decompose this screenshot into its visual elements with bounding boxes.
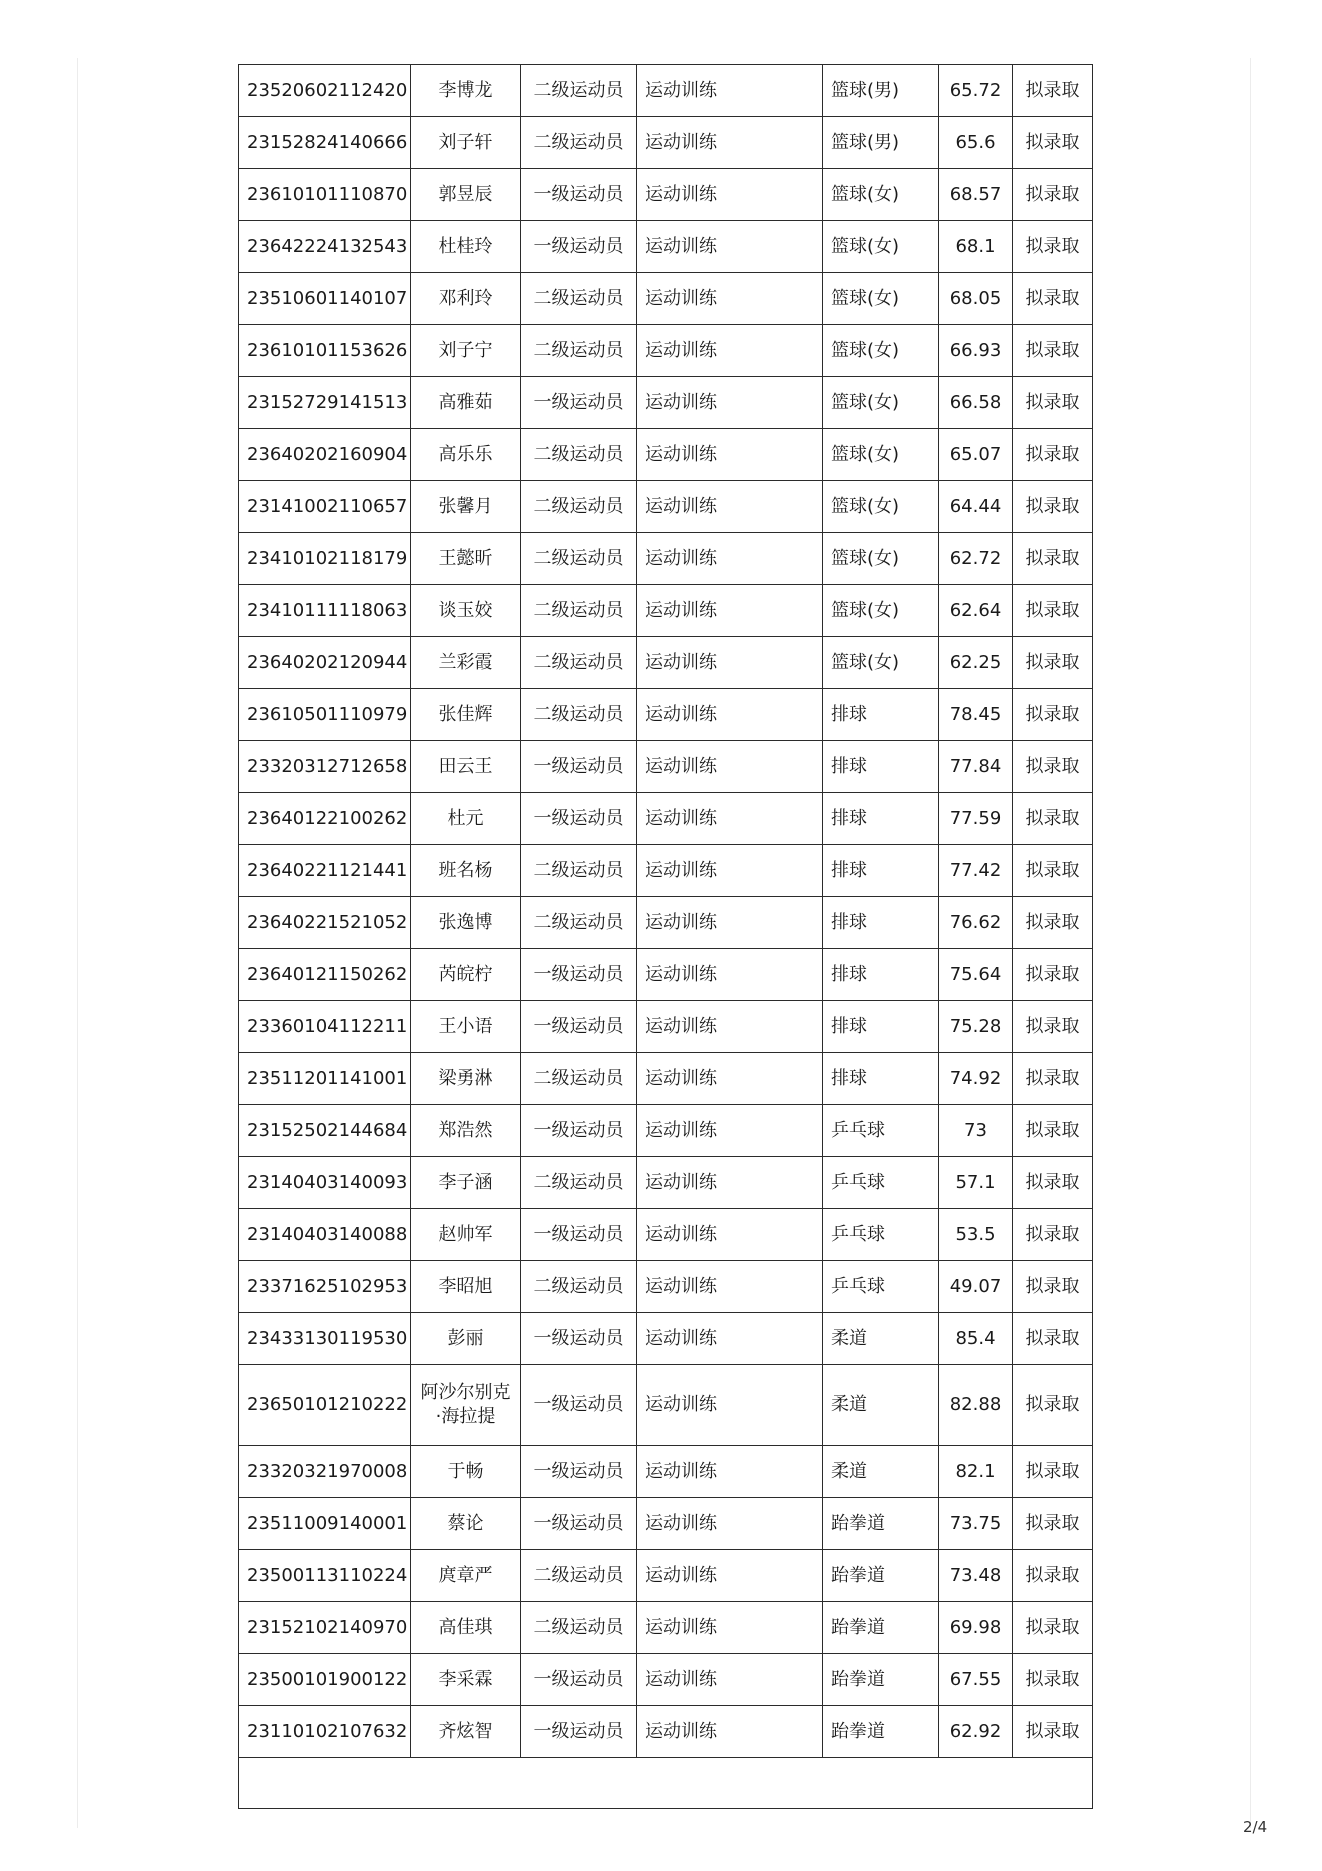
student-name-cell: 郭昱辰: [411, 169, 521, 221]
sport-cell: 跆拳道: [823, 1498, 939, 1550]
major-cell: 运动训练: [637, 1654, 823, 1706]
athlete-level-cell: 二级运动员: [521, 1157, 637, 1209]
student-name-cell: 赵帅军: [411, 1209, 521, 1261]
student-name-cell: 阿沙尔别克·海拉提: [411, 1365, 521, 1446]
sport-cell: 柔道: [823, 1446, 939, 1498]
score-cell: 73: [939, 1105, 1013, 1157]
score-cell: 62.64: [939, 585, 1013, 637]
major-cell: 运动训练: [637, 65, 823, 117]
student-name-cell: 芮皖柠: [411, 949, 521, 1001]
admission-status-cell: 拟录取: [1013, 1001, 1093, 1053]
empty-cell: [239, 1758, 1093, 1809]
student-name-cell: 王小语: [411, 1001, 521, 1053]
major-cell: 运动训练: [637, 221, 823, 273]
sport-cell: 柔道: [823, 1313, 939, 1365]
student-id-cell: 23610101110870: [239, 169, 411, 221]
table-row: [239, 1001, 1093, 1053]
major-cell: 运动训练: [637, 533, 823, 585]
admission-status-cell: 拟录取: [1013, 169, 1093, 221]
athlete-level-cell: 一级运动员: [521, 741, 637, 793]
major-cell: 运动训练: [637, 1550, 823, 1602]
admission-status-cell: 拟录取: [1013, 845, 1093, 897]
table-row: [239, 1365, 1093, 1446]
sport-cell: 排球: [823, 949, 939, 1001]
score-cell: 68.1: [939, 221, 1013, 273]
sport-cell: 跆拳道: [823, 1602, 939, 1654]
admission-status-cell: 拟录取: [1013, 1209, 1093, 1261]
admission-status-cell: 拟录取: [1013, 949, 1093, 1001]
student-id-cell: 23520602112420: [239, 65, 411, 117]
table-row: [239, 1157, 1093, 1209]
student-id-cell: 23141002110657: [239, 481, 411, 533]
student-name-cell: 于畅: [411, 1446, 521, 1498]
student-name-cell: 谈玉姣: [411, 585, 521, 637]
admission-status-cell: 拟录取: [1013, 1498, 1093, 1550]
page-edge-left: [77, 58, 78, 1828]
admission-status-cell: 拟录取: [1013, 325, 1093, 377]
sport-cell: 篮球(女): [823, 429, 939, 481]
major-cell: 运动训练: [637, 481, 823, 533]
score-cell: 66.93: [939, 325, 1013, 377]
student-name-cell: 兰彩霞: [411, 637, 521, 689]
athlete-level-cell: 一级运动员: [521, 1313, 637, 1365]
athlete-level-cell: 二级运动员: [521, 1550, 637, 1602]
admission-status-cell: 拟录取: [1013, 1105, 1093, 1157]
athlete-level-cell: 二级运动员: [521, 273, 637, 325]
admission-status-cell: 拟录取: [1013, 1365, 1093, 1446]
major-cell: 运动训练: [637, 897, 823, 949]
student-id-cell: 23140403140088: [239, 1209, 411, 1261]
table-row: [239, 897, 1093, 949]
page-edge-right: [1250, 58, 1251, 1828]
student-id-cell: 23640202120944: [239, 637, 411, 689]
empty-table-row: [239, 1758, 1093, 1809]
student-name-cell: 彭丽: [411, 1313, 521, 1365]
major-cell: 运动训练: [637, 429, 823, 481]
student-name-cell: 高雅茹: [411, 377, 521, 429]
sport-cell: 篮球(男): [823, 65, 939, 117]
student-name-cell: 田云王: [411, 741, 521, 793]
student-name-cell: 邓利玲: [411, 273, 521, 325]
table-row: [239, 585, 1093, 637]
student-id-cell: 23320312712658: [239, 741, 411, 793]
sport-cell: 排球: [823, 741, 939, 793]
table-row: [239, 481, 1093, 533]
student-id-cell: 23642224132543: [239, 221, 411, 273]
score-cell: 77.84: [939, 741, 1013, 793]
student-name-cell: 李博龙: [411, 65, 521, 117]
sport-cell: 跆拳道: [823, 1706, 939, 1758]
score-cell: 73.48: [939, 1550, 1013, 1602]
student-id-cell: 23610501110979: [239, 689, 411, 741]
student-name-cell: 刘子轩: [411, 117, 521, 169]
score-cell: 62.25: [939, 637, 1013, 689]
admission-status-cell: 拟录取: [1013, 221, 1093, 273]
major-cell: 运动训练: [637, 1498, 823, 1550]
student-id-cell: 23511009140001: [239, 1498, 411, 1550]
admission-status-cell: 拟录取: [1013, 1446, 1093, 1498]
sport-cell: 篮球(女): [823, 221, 939, 273]
athlete-level-cell: 一级运动员: [521, 169, 637, 221]
student-id-cell: 23152102140970: [239, 1602, 411, 1654]
table-row: [239, 169, 1093, 221]
student-id-cell: 23500113110224: [239, 1550, 411, 1602]
student-name-cell: 庹章严: [411, 1550, 521, 1602]
major-cell: 运动训练: [637, 949, 823, 1001]
score-cell: 68.05: [939, 273, 1013, 325]
student-id-cell: 23140403140093: [239, 1157, 411, 1209]
table-row: [239, 1261, 1093, 1313]
admission-status-cell: 拟录取: [1013, 585, 1093, 637]
major-cell: 运动训练: [637, 1602, 823, 1654]
major-cell: 运动训练: [637, 377, 823, 429]
major-cell: 运动训练: [637, 637, 823, 689]
table-row: [239, 949, 1093, 1001]
student-name-cell: 张佳辉: [411, 689, 521, 741]
student-name-cell: 李昭旭: [411, 1261, 521, 1313]
sport-cell: 跆拳道: [823, 1550, 939, 1602]
score-cell: 76.62: [939, 897, 1013, 949]
admission-status-cell: 拟录取: [1013, 273, 1093, 325]
student-id-cell: 23640221121441: [239, 845, 411, 897]
athlete-level-cell: 一级运动员: [521, 1654, 637, 1706]
table-row: [239, 117, 1093, 169]
score-cell: 75.28: [939, 1001, 1013, 1053]
major-cell: 运动训练: [637, 845, 823, 897]
table-row: [239, 1498, 1093, 1550]
sport-cell: 排球: [823, 1053, 939, 1105]
table-row: [239, 1602, 1093, 1654]
admission-status-cell: 拟录取: [1013, 1706, 1093, 1758]
athlete-level-cell: 一级运动员: [521, 1209, 637, 1261]
major-cell: 运动训练: [637, 1313, 823, 1365]
sport-cell: 排球: [823, 897, 939, 949]
student-id-cell: 23110102107632: [239, 1706, 411, 1758]
major-cell: 运动训练: [637, 169, 823, 221]
score-cell: 62.72: [939, 533, 1013, 585]
score-cell: 69.98: [939, 1602, 1013, 1654]
score-cell: 82.88: [939, 1365, 1013, 1446]
student-name-cell: 梁勇淋: [411, 1053, 521, 1105]
score-cell: 65.6: [939, 117, 1013, 169]
major-cell: 运动训练: [637, 741, 823, 793]
student-id-cell: 23640122100262: [239, 793, 411, 845]
admission-status-cell: 拟录取: [1013, 1602, 1093, 1654]
major-cell: 运动训练: [637, 1446, 823, 1498]
table-row: [239, 65, 1093, 117]
student-id-cell: 23500101900122: [239, 1654, 411, 1706]
student-name-cell: 高佳琪: [411, 1602, 521, 1654]
major-cell: 运动训练: [637, 689, 823, 741]
student-id-cell: 23360104112211: [239, 1001, 411, 1053]
major-cell: 运动训练: [637, 1157, 823, 1209]
sport-cell: 排球: [823, 1001, 939, 1053]
sport-cell: 排球: [823, 793, 939, 845]
major-cell: 运动训练: [637, 1261, 823, 1313]
table-row: [239, 637, 1093, 689]
score-cell: 65.72: [939, 65, 1013, 117]
athlete-level-cell: 二级运动员: [521, 689, 637, 741]
score-cell: 75.64: [939, 949, 1013, 1001]
major-cell: 运动训练: [637, 325, 823, 377]
major-cell: 运动训练: [637, 585, 823, 637]
score-cell: 67.55: [939, 1654, 1013, 1706]
athlete-level-cell: 二级运动员: [521, 481, 637, 533]
athlete-level-cell: 二级运动员: [521, 1053, 637, 1105]
admission-status-cell: 拟录取: [1013, 1654, 1093, 1706]
score-cell: 65.07: [939, 429, 1013, 481]
student-name-cell: 张馨月: [411, 481, 521, 533]
student-name-cell: 齐炫智: [411, 1706, 521, 1758]
athlete-level-cell: 一级运动员: [521, 1365, 637, 1446]
sport-cell: 跆拳道: [823, 1654, 939, 1706]
student-name-cell: 郑浩然: [411, 1105, 521, 1157]
student-name-cell: 杜桂玲: [411, 221, 521, 273]
student-id-cell: 23152729141513: [239, 377, 411, 429]
student-id-cell: 23410111118063: [239, 585, 411, 637]
major-cell: 运动训练: [637, 1209, 823, 1261]
major-cell: 运动训练: [637, 1053, 823, 1105]
athlete-level-cell: 二级运动员: [521, 533, 637, 585]
admission-status-cell: 拟录取: [1013, 429, 1093, 481]
athlete-level-cell: 二级运动员: [521, 429, 637, 481]
athlete-level-cell: 一级运动员: [521, 1001, 637, 1053]
student-id-cell: 23511201141001: [239, 1053, 411, 1105]
admission-status-cell: 拟录取: [1013, 1157, 1093, 1209]
admission-status-cell: 拟录取: [1013, 377, 1093, 429]
table-row: [239, 533, 1093, 585]
major-cell: 运动训练: [637, 117, 823, 169]
table-row: [239, 845, 1093, 897]
athlete-level-cell: 一级运动员: [521, 1105, 637, 1157]
table-body: [239, 65, 1093, 1809]
athlete-level-cell: 二级运动员: [521, 65, 637, 117]
admission-status-cell: 拟录取: [1013, 741, 1093, 793]
table-row: [239, 741, 1093, 793]
sport-cell: 篮球(女): [823, 533, 939, 585]
student-name-cell: 王懿昕: [411, 533, 521, 585]
major-cell: 运动训练: [637, 1001, 823, 1053]
major-cell: 运动训练: [637, 273, 823, 325]
sport-cell: 篮球(女): [823, 273, 939, 325]
admission-status-cell: 拟录取: [1013, 117, 1093, 169]
student-id-cell: 23510601140107: [239, 273, 411, 325]
student-id-cell: 23610101153626: [239, 325, 411, 377]
admission-status-cell: 拟录取: [1013, 1313, 1093, 1365]
athlete-level-cell: 一级运动员: [521, 949, 637, 1001]
table-row: [239, 689, 1093, 741]
student-name-cell: 蔡论: [411, 1498, 521, 1550]
student-name-cell: 杜元: [411, 793, 521, 845]
student-id-cell: 23640221521052: [239, 897, 411, 949]
sport-cell: 篮球(女): [823, 377, 939, 429]
admission-status-cell: 拟录取: [1013, 533, 1093, 585]
student-id-cell: 23640121150262: [239, 949, 411, 1001]
table-row: [239, 1313, 1093, 1365]
athlete-level-cell: 一级运动员: [521, 1498, 637, 1550]
student-name-cell: 张逸博: [411, 897, 521, 949]
student-id-cell: 23320321970008: [239, 1446, 411, 1498]
table-row: [239, 273, 1093, 325]
student-id-cell: 23410102118179: [239, 533, 411, 585]
admission-status-cell: 拟录取: [1013, 1261, 1093, 1313]
athlete-level-cell: 二级运动员: [521, 585, 637, 637]
athlete-level-cell: 二级运动员: [521, 325, 637, 377]
table-row: [239, 221, 1093, 273]
student-name-cell: 高乐乐: [411, 429, 521, 481]
table-row: [239, 793, 1093, 845]
admission-table: [238, 64, 1093, 1809]
sport-cell: 乒乓球: [823, 1261, 939, 1313]
major-cell: 运动训练: [637, 793, 823, 845]
sport-cell: 乒乓球: [823, 1157, 939, 1209]
student-name-cell: 李采霖: [411, 1654, 521, 1706]
student-name-cell: 李子涵: [411, 1157, 521, 1209]
athlete-level-cell: 二级运动员: [521, 845, 637, 897]
table-row: [239, 429, 1093, 481]
admission-status-cell: 拟录取: [1013, 65, 1093, 117]
admission-status-cell: 拟录取: [1013, 637, 1093, 689]
sport-cell: 篮球(女): [823, 325, 939, 377]
table-row: [239, 325, 1093, 377]
sport-cell: 乒乓球: [823, 1105, 939, 1157]
sport-cell: 柔道: [823, 1365, 939, 1446]
athlete-level-cell: 二级运动员: [521, 117, 637, 169]
sport-cell: 篮球(男): [823, 117, 939, 169]
sport-cell: 排球: [823, 845, 939, 897]
admission-status-cell: 拟录取: [1013, 1053, 1093, 1105]
score-cell: 78.45: [939, 689, 1013, 741]
sport-cell: 篮球(女): [823, 637, 939, 689]
athlete-level-cell: 一级运动员: [521, 1706, 637, 1758]
student-id-cell: 23650101210222: [239, 1365, 411, 1446]
score-cell: 77.59: [939, 793, 1013, 845]
sport-cell: 篮球(女): [823, 481, 939, 533]
athlete-level-cell: 二级运动员: [521, 897, 637, 949]
athlete-level-cell: 一级运动员: [521, 1446, 637, 1498]
score-cell: 73.75: [939, 1498, 1013, 1550]
student-id-cell: 23640202160904: [239, 429, 411, 481]
score-cell: 66.58: [939, 377, 1013, 429]
major-cell: 运动训练: [637, 1706, 823, 1758]
admission-status-cell: 拟录取: [1013, 897, 1093, 949]
score-cell: 85.4: [939, 1313, 1013, 1365]
student-id-cell: 23371625102953: [239, 1261, 411, 1313]
table-row: [239, 377, 1093, 429]
admission-status-cell: 拟录取: [1013, 481, 1093, 533]
student-id-cell: 23433130119530: [239, 1313, 411, 1365]
table-row: [239, 1550, 1093, 1602]
page-number: 2/4: [1243, 1818, 1268, 1836]
admission-status-cell: 拟录取: [1013, 1550, 1093, 1602]
athlete-level-cell: 二级运动员: [521, 1602, 637, 1654]
table-row: [239, 1053, 1093, 1105]
score-cell: 62.92: [939, 1706, 1013, 1758]
score-cell: 49.07: [939, 1261, 1013, 1313]
score-cell: 74.92: [939, 1053, 1013, 1105]
table-row: [239, 1654, 1093, 1706]
athlete-level-cell: 一级运动员: [521, 221, 637, 273]
table-row: [239, 1446, 1093, 1498]
athlete-level-cell: 一级运动员: [521, 377, 637, 429]
major-cell: 运动训练: [637, 1365, 823, 1446]
student-id-cell: 23152502144684: [239, 1105, 411, 1157]
score-cell: 57.1: [939, 1157, 1013, 1209]
score-cell: 53.5: [939, 1209, 1013, 1261]
athlete-level-cell: 二级运动员: [521, 1261, 637, 1313]
score-cell: 64.44: [939, 481, 1013, 533]
score-cell: 77.42: [939, 845, 1013, 897]
sport-cell: 排球: [823, 689, 939, 741]
table-row: [239, 1105, 1093, 1157]
table-row: [239, 1706, 1093, 1758]
athlete-level-cell: 二级运动员: [521, 637, 637, 689]
admission-status-cell: 拟录取: [1013, 793, 1093, 845]
sport-cell: 篮球(女): [823, 169, 939, 221]
sport-cell: 乒乓球: [823, 1209, 939, 1261]
student-name-cell: 班名杨: [411, 845, 521, 897]
score-cell: 82.1: [939, 1446, 1013, 1498]
admission-status-cell: 拟录取: [1013, 689, 1093, 741]
athlete-level-cell: 一级运动员: [521, 793, 637, 845]
major-cell: 运动训练: [637, 1105, 823, 1157]
score-cell: 68.57: [939, 169, 1013, 221]
sport-cell: 篮球(女): [823, 585, 939, 637]
student-id-cell: 23152824140666: [239, 117, 411, 169]
table-row: [239, 1209, 1093, 1261]
student-name-cell: 刘子宁: [411, 325, 521, 377]
